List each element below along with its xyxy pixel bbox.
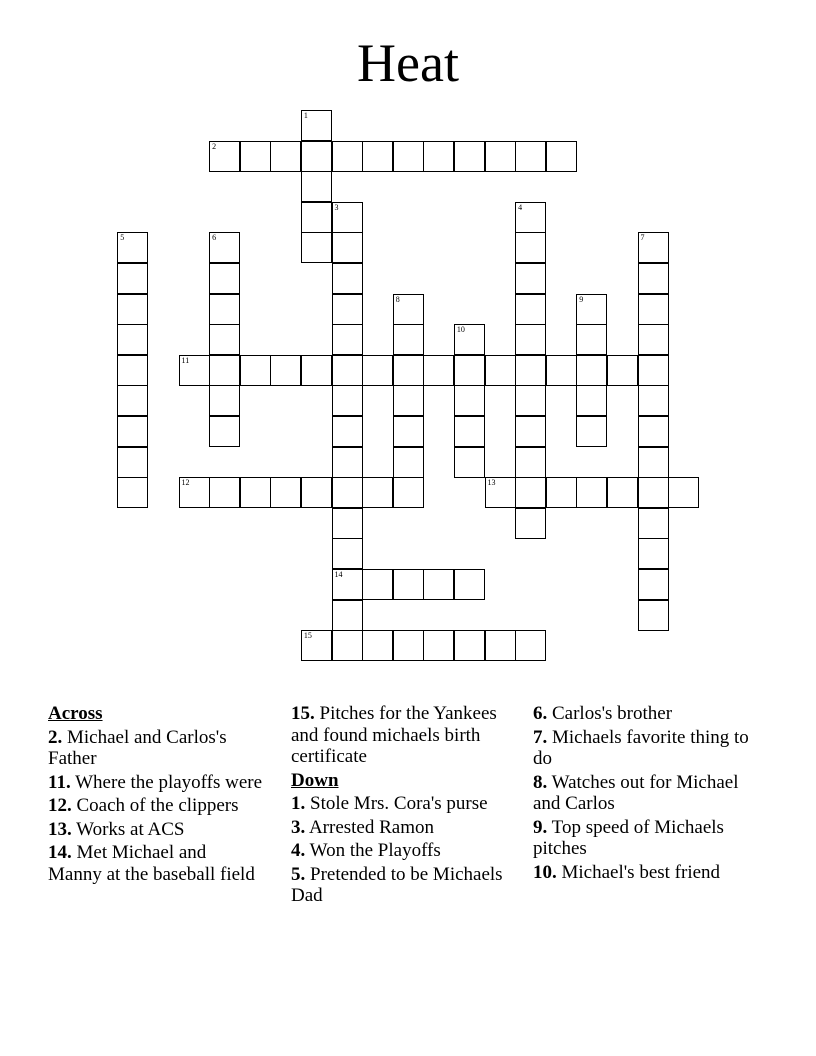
- clue-number: 13.: [48, 818, 72, 840]
- grid-cell[interactable]: [393, 416, 424, 447]
- clue-text: Won the Playoffs: [309, 840, 441, 861]
- clue-down-3: [291, 817, 521, 839]
- clue-across-13: [48, 819, 263, 841]
- grid-cell[interactable]: [362, 141, 393, 172]
- grid-cell[interactable]: [393, 477, 424, 508]
- grid-cell[interactable]: [301, 171, 332, 202]
- grid-cell[interactable]: [332, 355, 363, 386]
- grid-cell[interactable]: [332, 232, 363, 263]
- grid-cell[interactable]: [454, 447, 485, 478]
- clue-text: Arrested Ramon: [308, 816, 435, 838]
- clue-across-11: [48, 772, 263, 794]
- grid-cell[interactable]: [117, 355, 148, 386]
- grid-cell[interactable]: [393, 324, 424, 355]
- grid-cell[interactable]: [638, 508, 669, 539]
- grid-cell[interactable]: [332, 141, 363, 172]
- grid-cell[interactable]: [393, 569, 424, 600]
- clue-number: 1.: [291, 793, 306, 814]
- grid-cell[interactable]: [332, 569, 363, 600]
- grid-cell[interactable]: [454, 355, 485, 386]
- grid-cell[interactable]: [209, 355, 240, 386]
- grid-cell[interactable]: [270, 355, 301, 386]
- clue-number: 5.: [291, 863, 306, 885]
- grid-cell[interactable]: [117, 232, 148, 263]
- clue-across-12: [48, 795, 263, 817]
- grid-cell[interactable]: [362, 355, 393, 386]
- grid-cell[interactable]: [423, 355, 454, 386]
- clue-across-2: [48, 727, 263, 770]
- grid-cell[interactable]: [423, 141, 454, 172]
- grid-cell[interactable]: [668, 477, 699, 508]
- grid-cell[interactable]: [638, 600, 669, 631]
- grid-cell[interactable]: [393, 294, 424, 325]
- grid-cell[interactable]: [393, 141, 424, 172]
- grid-cell[interactable]: [638, 263, 669, 294]
- grid-cell[interactable]: [117, 385, 148, 416]
- grid-cell[interactable]: [638, 294, 669, 325]
- clue-text: Michael and Carlos's Father: [48, 726, 227, 769]
- grid-cell[interactable]: [576, 385, 607, 416]
- grid-cell[interactable]: [515, 355, 546, 386]
- grid-cell[interactable]: [301, 630, 332, 661]
- cell-number: 7: [640, 233, 645, 243]
- grid-cell[interactable]: [485, 477, 516, 508]
- clue-number: 10.: [533, 861, 557, 883]
- clue-down-8: [533, 772, 763, 815]
- grid-cell[interactable]: [546, 141, 577, 172]
- grid-cell[interactable]: [454, 569, 485, 600]
- clue-column-1: [48, 703, 263, 887]
- grid-cell[interactable]: [362, 630, 393, 661]
- grid-cell[interactable]: [332, 416, 363, 447]
- grid-cell[interactable]: [454, 630, 485, 661]
- grid-cell[interactable]: [209, 141, 240, 172]
- clue-text: Top speed of Michaels pitches: [533, 816, 724, 859]
- grid-cell[interactable]: [393, 630, 424, 661]
- clue-down-1: [291, 793, 521, 815]
- grid-cell[interactable]: [638, 569, 669, 600]
- clue-down-4: [291, 840, 521, 862]
- grid-cell[interactable]: [515, 263, 546, 294]
- clue-down-10: [533, 862, 763, 884]
- grid-cell[interactable]: [576, 324, 607, 355]
- grid-cell[interactable]: [423, 569, 454, 600]
- grid-cell[interactable]: [638, 324, 669, 355]
- grid-cell[interactable]: [362, 477, 393, 508]
- grid-cell[interactable]: [240, 141, 271, 172]
- clue-text: Met Michael and Manny at the baseball field: [48, 842, 255, 885]
- grid-cell[interactable]: [576, 477, 607, 508]
- grid-cell[interactable]: [576, 294, 607, 325]
- grid-cell[interactable]: [179, 355, 210, 386]
- cell-number: 14: [334, 570, 343, 579]
- grid-cell[interactable]: [485, 355, 516, 386]
- clue-number: 3.: [291, 816, 306, 838]
- grid-cell[interactable]: [638, 416, 669, 447]
- grid-cell[interactable]: [332, 600, 363, 631]
- grid-cell[interactable]: [515, 141, 546, 172]
- clue-number: 9.: [533, 816, 548, 838]
- grid-cell[interactable]: [332, 202, 363, 233]
- grid-cell[interactable]: [117, 294, 148, 325]
- grid-cell[interactable]: [240, 355, 271, 386]
- grid-cell[interactable]: [515, 508, 546, 539]
- grid-cell[interactable]: [393, 385, 424, 416]
- clue-across-14: [48, 842, 263, 885]
- grid-cell[interactable]: [117, 324, 148, 355]
- grid-cell[interactable]: [515, 385, 546, 416]
- across-header: Across: [48, 703, 103, 724]
- clue-number: 11.: [48, 771, 71, 793]
- grid-cell[interactable]: [638, 447, 669, 478]
- grid-cell[interactable]: [638, 385, 669, 416]
- grid-cell[interactable]: [332, 263, 363, 294]
- grid-cell[interactable]: [209, 263, 240, 294]
- clue-number: 4.: [291, 840, 306, 861]
- grid-cell[interactable]: [454, 416, 485, 447]
- clue-column-3: [533, 703, 763, 885]
- cell-number: 12: [181, 478, 190, 488]
- grid-cell[interactable]: [638, 232, 669, 263]
- grid-cell[interactable]: [638, 477, 669, 508]
- grid-cell[interactable]: [515, 416, 546, 447]
- grid-cell[interactable]: [546, 355, 577, 386]
- clue-text: Carlos's brother: [552, 703, 673, 724]
- clue-number: 2.: [48, 726, 63, 748]
- grid-cell[interactable]: [179, 477, 210, 508]
- grid-cell[interactable]: [607, 355, 638, 386]
- grid-cell[interactable]: [209, 385, 240, 416]
- clue-text: Pitches for the Yankees and found michaels birth certificate: [291, 703, 497, 767]
- grid-cell[interactable]: [301, 477, 332, 508]
- clue-number: 6.: [533, 703, 548, 724]
- clue-text: Where the playoffs were: [75, 771, 263, 793]
- grid-cell[interactable]: [332, 630, 363, 661]
- cell-number: 3: [334, 202, 339, 212]
- grid-cell[interactable]: [515, 447, 546, 478]
- clue-down-9: [533, 817, 763, 860]
- cell-number: 15: [303, 631, 312, 641]
- grid-cell[interactable]: [332, 538, 363, 569]
- grid-cell[interactable]: [332, 477, 363, 508]
- grid-cell[interactable]: [576, 416, 607, 447]
- clue-number: 8.: [533, 771, 548, 793]
- clue-down-7: [533, 727, 763, 770]
- grid-cell[interactable]: [117, 416, 148, 447]
- cell-number: 2: [212, 141, 217, 151]
- clue-number: 15.: [291, 703, 315, 724]
- grid-cell[interactable]: [117, 263, 148, 294]
- clue-number: 14.: [48, 842, 72, 863]
- grid-cell[interactable]: [332, 508, 363, 539]
- grid-cell[interactable]: [515, 477, 546, 508]
- grid-cell[interactable]: [332, 294, 363, 325]
- grid-cell[interactable]: [638, 538, 669, 569]
- grid-cell[interactable]: [301, 232, 332, 263]
- cell-number: 9: [579, 294, 584, 304]
- clue-number: 12.: [48, 795, 72, 816]
- clue-down-5: [291, 864, 521, 907]
- grid-cell[interactable]: [638, 355, 669, 386]
- grid-cell[interactable]: [485, 141, 516, 172]
- grid-cell[interactable]: [607, 477, 638, 508]
- clue-text: Coach of the clippers: [76, 795, 239, 816]
- grid-cell[interactable]: [117, 477, 148, 508]
- clue-text: Michaels favorite thing to do: [533, 726, 749, 769]
- clue-text: Stole Mrs. Cora's purse: [310, 793, 488, 814]
- grid-cell[interactable]: [546, 477, 577, 508]
- cell-number: 1: [303, 111, 308, 120]
- grid-cell[interactable]: [515, 324, 546, 355]
- cell-number: 11: [181, 355, 190, 365]
- clue-text: Watches out for Michael and Carlos: [533, 771, 739, 814]
- cell-number: 8: [395, 294, 400, 304]
- grid-cell[interactable]: [485, 630, 516, 661]
- grid-cell[interactable]: [332, 447, 363, 478]
- cell-number: 4: [518, 202, 523, 212]
- clue-number: 7.: [533, 726, 548, 748]
- clue-text: Works at ACS: [76, 818, 185, 840]
- grid-cell[interactable]: [240, 477, 271, 508]
- grid-cell[interactable]: [117, 447, 148, 478]
- grid-cell[interactable]: [301, 202, 332, 233]
- grid-cell[interactable]: [515, 630, 546, 661]
- clue-text: Michael's best friend: [561, 861, 721, 883]
- grid-cell[interactable]: [423, 630, 454, 661]
- grid-cell[interactable]: [301, 110, 332, 141]
- grid-cell[interactable]: [209, 477, 240, 508]
- grid-cell[interactable]: [515, 232, 546, 263]
- grid-cell[interactable]: [270, 141, 301, 172]
- cell-number: 5: [120, 233, 125, 243]
- cell-number: 10: [456, 325, 465, 335]
- grid-cell[interactable]: [209, 294, 240, 325]
- grid-cell[interactable]: [209, 232, 240, 263]
- down-header: Down: [291, 769, 339, 791]
- grid-cell[interactable]: [515, 202, 546, 233]
- puzzle-title: Heat: [357, 33, 459, 93]
- clue-down-6: [533, 703, 763, 725]
- grid-cell[interactable]: [209, 324, 240, 355]
- grid-cell[interactable]: [270, 477, 301, 508]
- grid-cell[interactable]: [393, 355, 424, 386]
- cell-number: 6: [212, 233, 217, 243]
- grid-cell[interactable]: [209, 416, 240, 447]
- grid-cell[interactable]: [576, 355, 607, 386]
- clue-text: Pretended to be Michaels Dad: [291, 863, 503, 906]
- clue-column-2: [291, 703, 521, 909]
- grid-cell[interactable]: [301, 355, 332, 386]
- grid-cell[interactable]: [362, 569, 393, 600]
- grid-cell[interactable]: [454, 385, 485, 416]
- cell-number: 13: [487, 478, 496, 488]
- grid-cell[interactable]: [332, 385, 363, 416]
- grid-cell[interactable]: [332, 324, 363, 355]
- clue-across-15: [291, 703, 521, 768]
- grid-cell[interactable]: [454, 141, 485, 172]
- grid-cell[interactable]: [393, 447, 424, 478]
- grid-cell[interactable]: [454, 324, 485, 355]
- grid-cell[interactable]: [515, 294, 546, 325]
- grid-cell[interactable]: [301, 141, 332, 172]
